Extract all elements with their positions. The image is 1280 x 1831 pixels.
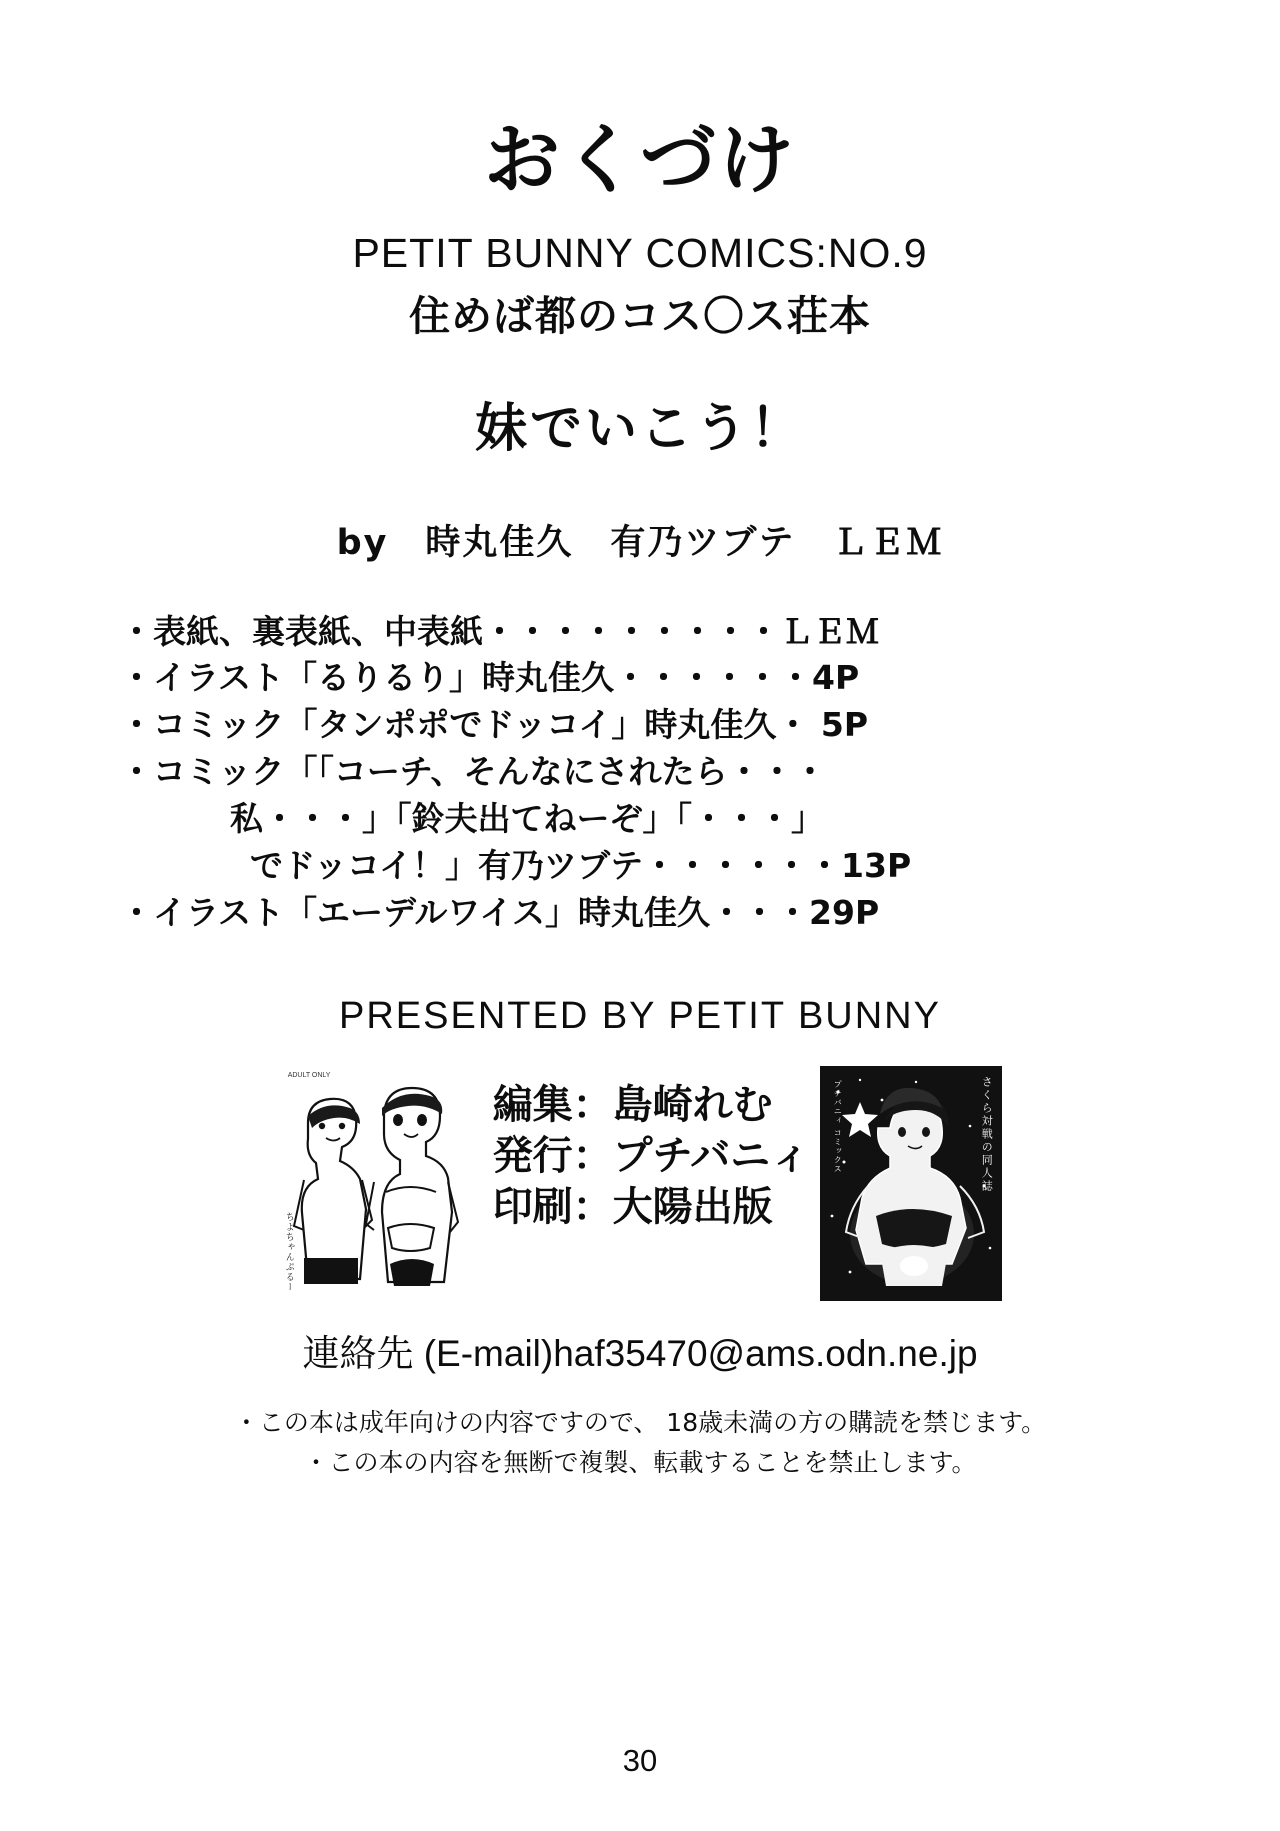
notices-block xyxy=(0,1403,1280,1483)
page-title: おくづけ xyxy=(484,115,796,204)
contents-row: ・コミック「タンポポでドッコイ」時丸佳久・ 5P xyxy=(120,705,869,745)
colophon-page xyxy=(0,115,1280,1831)
notice-age-restriction: ・この本は成年向けの内容ですので、 18歳未満の方の購読を禁じます。 xyxy=(233,1407,1047,1437)
thumbnail-left-top-caption: ADULT ONLY xyxy=(287,1071,331,1079)
credits-list xyxy=(493,1062,811,1234)
credit-row-editor: 編集：島崎れむ xyxy=(492,1081,773,1128)
credit-row-printer: 印刷：大陽出版 xyxy=(492,1183,773,1230)
subtitle-label: 住めば都のコス〇ス荘本 xyxy=(409,291,871,340)
contents-row: ・イラスト「るりるり」時丸佳久・・・・・・4P xyxy=(120,658,860,698)
byline: by 時丸佳久 有乃ツブテ ＬＥＭ xyxy=(336,522,944,563)
thumbnail-right-vertical-caption: さくら対戦の同人誌 xyxy=(980,1075,994,1193)
contents-row: ・表紙、裏表紙、中表紙・・・・・・・・・ＬＥＭ xyxy=(120,611,879,651)
thumbnail-left-vertical-caption: ちよちゃんぷるー xyxy=(284,1211,295,1292)
thumbnail-right-cover xyxy=(820,1066,1002,1301)
contact-line: 連絡先 (E-mail)haf35470@ams.odn.ne.jp xyxy=(302,1332,978,1374)
contents-list xyxy=(0,609,1280,937)
contents-row: ・コミック「「コーチ、そんなにされたら・・・ xyxy=(120,752,827,792)
credit-row-publisher: 発行：プチバニィ xyxy=(492,1132,811,1179)
contents-row: でドッコイ！」有乃ツブテ・・・・・・13P xyxy=(250,845,912,885)
notice-copyright: ・この本の内容を無断で複製、転載することを禁止します。 xyxy=(303,1447,977,1477)
credit-block xyxy=(0,1062,1280,1301)
book-title: 妹でいこう！ xyxy=(474,398,805,459)
thumbnail-right-vertical-caption-2: プチバニィ コミックス xyxy=(833,1079,843,1174)
presented-by-label: PRESENTED BY PETIT BUNNY xyxy=(339,994,941,1037)
cover-art-right-icon xyxy=(820,1066,1002,1301)
cover-art-left-icon xyxy=(278,1068,483,1298)
contents-row: 私・・・」「鈴夫出てねーぞ」「・・・」 xyxy=(230,799,824,839)
contents-row: ・イラスト「エーデルワイス」時丸佳久・・・29P xyxy=(120,892,880,932)
thumbnail-left-cover xyxy=(278,1068,483,1298)
series-label: PETIT BUNNY COMICS:NO.9 xyxy=(352,229,928,276)
page-number: 30 xyxy=(622,1743,658,1778)
